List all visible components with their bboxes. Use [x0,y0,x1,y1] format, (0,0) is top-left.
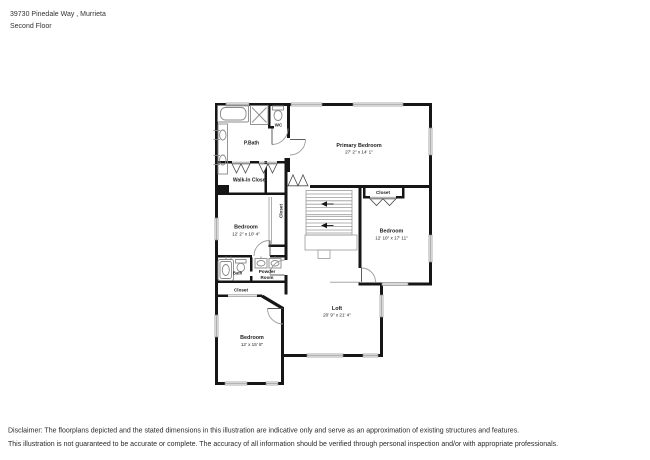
loft-dims: 20' 9" x 21' 4" [323,312,351,318]
wc-door-arc [272,129,288,145]
powder-room-label-1: Powder [258,269,276,274]
walk-in-closet-label: Walk-In Closet [232,177,268,184]
disclaimer-line-2: This illustration is not guaranteed to be accurate or complete. The accuracy of all information should be verified through personal inspection and/or with appropriate professionals. [8,441,559,448]
primary-bedroom-label: Primary Bedroom [336,143,382,149]
pbath-label: P.Bath [243,140,260,147]
toilet [236,260,247,264]
angled-wall [262,296,283,309]
sink [220,130,226,140]
bedroom-bottom-dims: 12' x 15' 8" [240,342,264,347]
primary-entry-door [288,175,298,186]
bedroom-left-dims: 12' 2" x 10' 4" [232,231,260,237]
bath-label: Bath [232,270,243,276]
closet-bottom-label: Closet [233,287,249,293]
powder-room-label-2: Room [260,274,274,280]
vanity [218,124,228,174]
bifold-door [383,199,396,206]
bedroom-left-label: Bedroom [234,224,258,231]
floor-text: Second Floor [10,23,52,30]
disclaimer [8,428,558,449]
wc-label: WC [274,122,283,128]
bifold-door [370,199,383,206]
bedroom-bottom-door-arc [268,309,284,325]
toilet-wc [273,106,284,110]
pbath-door-arc [290,140,306,156]
closet-right-label: Closet [375,190,391,195]
staircase [305,191,357,259]
bifold-door [268,164,277,173]
loft-label: Loft [331,306,343,312]
bedroom-right-label: Bedroom [379,228,404,235]
bedroom-right-door-arc [362,268,376,282]
address-text: 39730 Pinedale Way , Murrieta [10,11,106,18]
bifold-door [241,164,250,173]
bedroom-bottom-label: Bedroom [240,335,264,341]
bifold-door [232,164,241,173]
primary-entry-door [298,175,308,186]
header [10,11,106,30]
disclaimer-line-1: Disclaimer: The floorplans depicted and the stated dimensions in this illustration are indicative only and serve as an approximation of existing structures and features. [8,427,520,435]
primary-bedroom-dims: 27' 2" x 14' 1" [345,149,373,155]
closet-mid-label: Closet [278,203,284,219]
bedroom-left-door-arc [254,240,270,256]
bedroom-right-dims: 12' 10" x 17' 11" [375,235,408,241]
